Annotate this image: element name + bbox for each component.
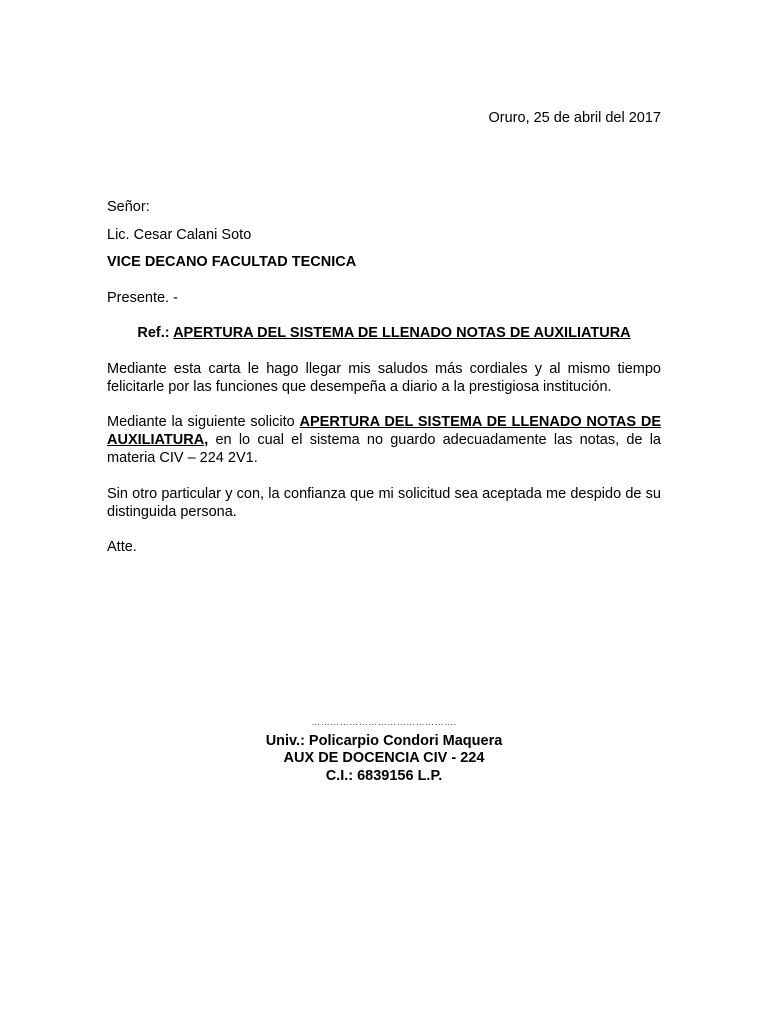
request-intro: Mediante la siguiente solicito bbox=[107, 414, 295, 430]
signer-name: Univ.: Policarpio Condori Maquera bbox=[265, 733, 503, 749]
signer-id: C.I.: 6839156 L.P. bbox=[325, 767, 443, 784]
request-subject: APERTURA DEL SISTEMA DE LLENADO NOTAS DE AUXILIATURA, bbox=[107, 414, 662, 449]
recipient-title: VICE DECANO FACULTAD TECNICA bbox=[107, 254, 357, 270]
paragraph-farewell: Sin otro particular y con, la confianza que mi solicitud sea aceptada me despido de su distinguida persona. bbox=[107, 486, 661, 521]
reference-label: Ref.: bbox=[137, 325, 170, 341]
paragraph-request bbox=[107, 413, 661, 467]
letter-date: Oruro, 25 de abril del 2017 bbox=[488, 110, 661, 126]
recipient-name: Lic. Cesar Calani Soto bbox=[107, 227, 252, 243]
request-detail: en lo cual el sistema no guardo adecuadamente las notas, de la materia CIV – 224 2V1. bbox=[107, 432, 661, 467]
presente-line: Presente. - bbox=[107, 290, 178, 306]
salutation: Señor: bbox=[107, 199, 150, 215]
signer-role: AUX DE DOCENCIA CIV - 224 bbox=[283, 750, 485, 767]
paragraph-greeting: Mediante esta carta le hago llegar mis saludos más cordiales y al mismo tiempo felicitarle por las funciones que desempeña a diario a la prestigiosa institución. bbox=[107, 361, 661, 396]
signature-line: ………………………………………. bbox=[311, 717, 457, 727]
closing: Atte. bbox=[107, 539, 137, 555]
reference-line bbox=[107, 324, 661, 342]
signature-block bbox=[184, 718, 584, 785]
reference-subject: APERTURA DEL SISTEMA DE LLENADO NOTAS DE AUXILIATURA bbox=[173, 325, 631, 341]
